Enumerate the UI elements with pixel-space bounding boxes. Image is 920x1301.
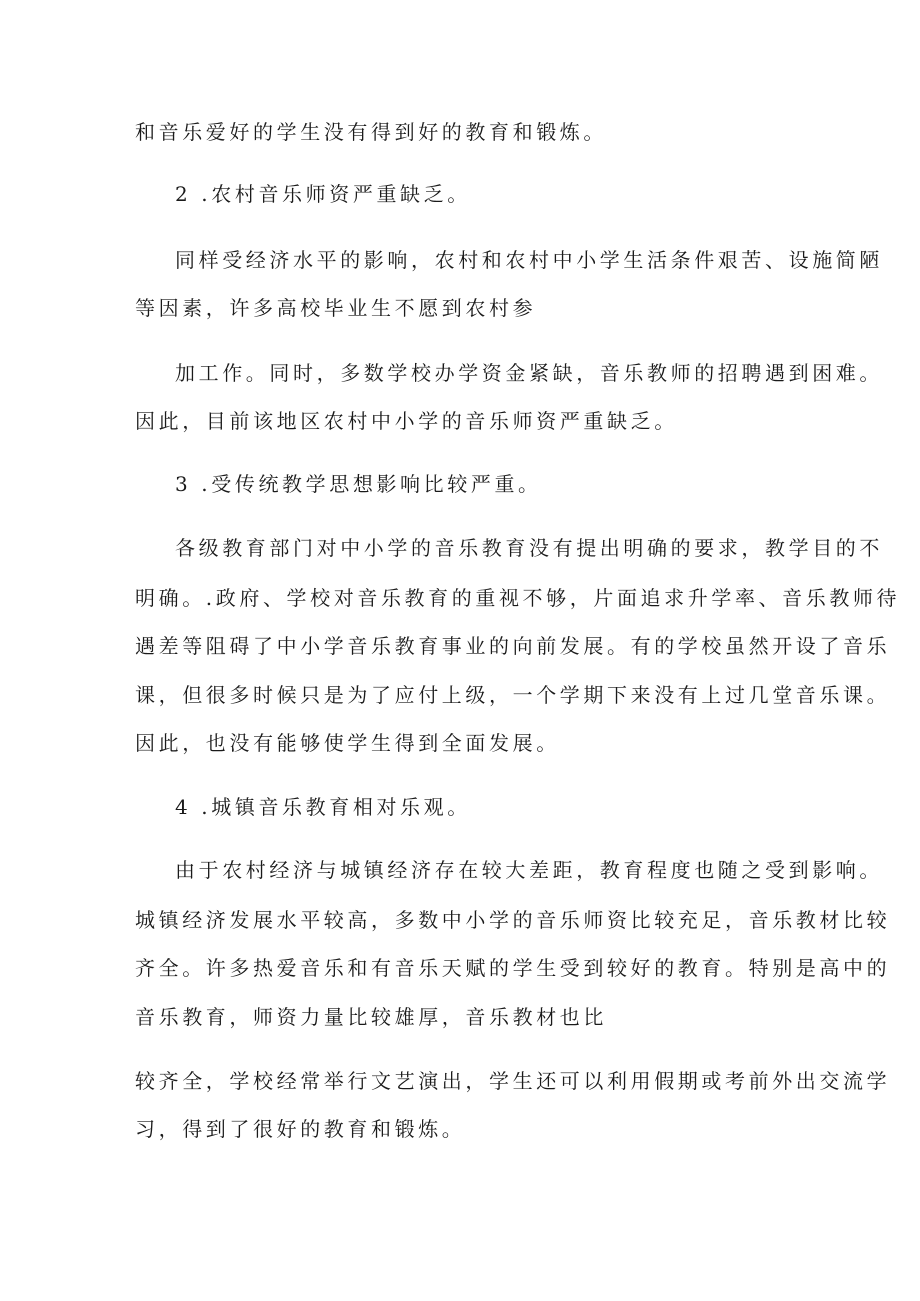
text-line: 由于农村经济与城镇经济存在较大差距，教育程度也随之受到影响。	[175, 858, 883, 882]
text-line: 因此，也没有能够使学生得到全面发展。	[135, 731, 560, 755]
text-line: 同样受经济水平的影响，农村和农村中小学生活条件艰苦、设施简陋	[175, 248, 883, 272]
text-line: 较齐全，学校经常举行文艺演出，学生还可以利用假期或考前外出交流学	[135, 1069, 891, 1093]
section-heading-2: 2 .农村音乐师资严重缺乏。	[175, 182, 471, 206]
text-line: 和音乐爱好的学生没有得到好的教育和锻炼。	[135, 120, 607, 144]
text-line: 课，但很多时候只是为了应付上级，一个学期下来没有上过几堂音乐课。	[135, 683, 891, 707]
text-line: 遇差等阻碍了中小学音乐教育事业的向前发展。有的学校虽然开设了音乐	[135, 634, 891, 658]
section-heading-4: 4 .城镇音乐教育相对乐观。	[175, 795, 471, 819]
text-line: 明确。.政府、学校对音乐教育的重视不够，片面追求升学率、音乐教师待	[135, 586, 901, 610]
text-line: 加工作。同时，多数学校办学资金紧缺，音乐教师的招聘遇到困难。	[175, 361, 883, 385]
text-line: 因此，目前该地区农村中小学的音乐师资严重缺乏。	[135, 409, 678, 433]
section-heading-3: 3 .受传统教学思想影响比较严重。	[175, 472, 542, 496]
text-line: 城镇经济发展水平较高，多数中小学的音乐师资比较充足，音乐教材比较	[135, 908, 891, 932]
text-line: 等因素，许多高校毕业生不愿到农村参	[135, 296, 537, 320]
text-line: 各级教育部门对中小学的音乐教育没有提出明确的要求，教学目的不	[175, 536, 883, 560]
text-line: 习，得到了很好的教育和锻炼。	[135, 1117, 466, 1141]
text-line: 音乐教育，师资力量比较雄厚，音乐教材也比	[135, 1005, 607, 1029]
text-line: 齐全。许多热爱音乐和有音乐天赋的学生受到较好的教育。特别是高中的	[135, 956, 891, 980]
